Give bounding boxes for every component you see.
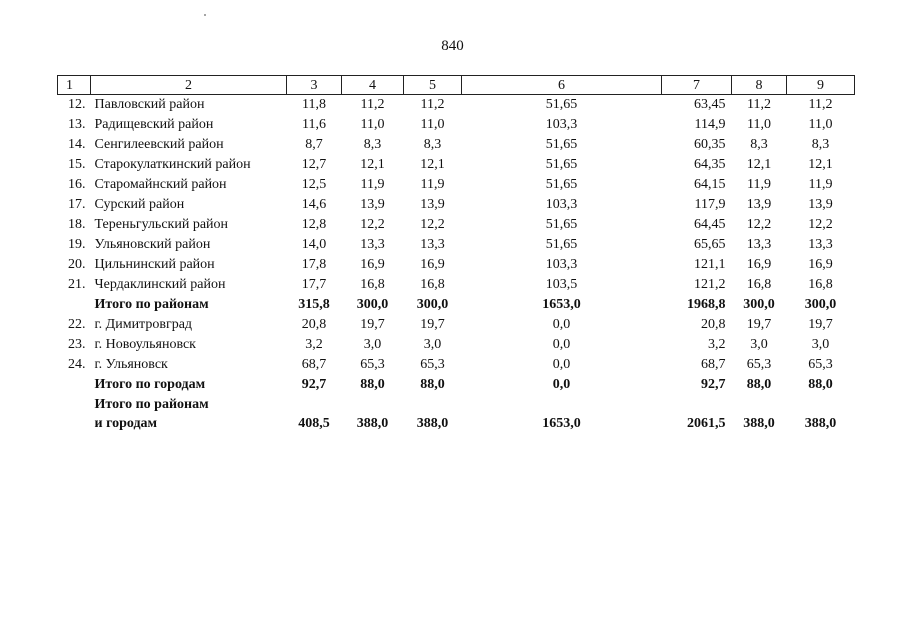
cell-v4: 13,9 <box>360 197 385 212</box>
cell-v4: 11,2 <box>360 97 385 112</box>
cell-v8: 11,9 <box>747 177 771 192</box>
cell-v8: 8,3 <box>750 137 768 152</box>
row-number: 18. <box>68 217 86 232</box>
row-name-line2: и городам <box>94 416 158 431</box>
cell-v3: 408,5 <box>298 416 330 431</box>
cell-v5: 88,0 <box>420 377 445 392</box>
table-row <box>58 115 855 135</box>
row-number: 17. <box>68 197 86 212</box>
cell-v3: 68,7 <box>301 357 327 372</box>
header-cell: 7 <box>662 76 732 95</box>
cell-v9: 11,2 <box>808 97 833 112</box>
row-number: 24. <box>68 357 86 372</box>
cell-v7: 1968,8 <box>687 297 726 312</box>
cell-v7: 121,1 <box>694 257 726 272</box>
cell-v9: 8,3 <box>811 137 830 152</box>
cell-v4: 388,0 <box>356 416 389 431</box>
cell-v9: 12,1 <box>808 157 833 172</box>
header-cell: 3 <box>287 76 342 95</box>
row-name <box>91 395 287 433</box>
cell-v9: 88,0 <box>808 377 833 392</box>
cell-v8: 16,8 <box>746 277 772 292</box>
cell-v7: 2061,5 <box>687 416 726 431</box>
cell-v3: 92,7 <box>301 377 327 392</box>
cell-v3: 12,7 <box>301 157 327 172</box>
cell-v6: 1653,0 <box>542 416 581 431</box>
cell-v8: 3,0 <box>750 337 768 352</box>
cell-v8: 13,9 <box>746 197 772 212</box>
row-name: Радищевский район <box>94 117 214 132</box>
row-name: Цильнинский район <box>94 257 215 272</box>
table-row <box>58 335 855 355</box>
cell-v6: 51,65 <box>545 97 578 112</box>
cell-v3: 11,6 <box>302 117 326 132</box>
cell-v4: 300,0 <box>356 297 389 312</box>
cell-v5: 300,0 <box>416 297 449 312</box>
cell-v6: 1653,0 <box>542 297 581 312</box>
cell-v5: 16,8 <box>420 277 445 292</box>
cell-v9: 3,0 <box>811 337 830 352</box>
header-cell: 1 <box>58 76 91 95</box>
cell-v7: 68,7 <box>701 357 726 372</box>
row-name: Старокулаткинский район <box>94 157 251 172</box>
row-number: 13. <box>68 117 86 132</box>
cell-v6: 51,65 <box>545 237 578 252</box>
cell-v7: 65,65 <box>694 237 726 252</box>
cell-v5: 8,3 <box>423 137 442 152</box>
cell-v6: 103,3 <box>545 117 578 132</box>
cell-v5: 11,0 <box>420 117 445 132</box>
row-name: Итого по районам <box>94 297 209 312</box>
row-name: Ульяновский район <box>94 237 211 252</box>
cell-v9: 11,0 <box>808 117 833 132</box>
cell-v9: 19,7 <box>808 317 833 332</box>
cell-v8: 13,3 <box>746 237 772 252</box>
header-cell: 6 <box>462 76 662 95</box>
cell-v5: 16,9 <box>420 257 445 272</box>
cell-v6: 103,3 <box>545 257 578 272</box>
cell-v9: 11,9 <box>808 177 833 192</box>
row-name: Павловский район <box>94 97 205 112</box>
cell-v4: 19,7 <box>360 317 385 332</box>
cell-v6: 51,65 <box>545 177 578 192</box>
row-number: 22. <box>68 317 86 332</box>
row-name: Тереньгульский район <box>94 217 229 232</box>
cell-v5: 11,2 <box>420 97 445 112</box>
cell-v3: 12,5 <box>301 177 327 192</box>
row-name: Итого по городам <box>94 377 206 392</box>
cell-v3: 8,7 <box>305 137 323 152</box>
cell-v5: 11,9 <box>420 177 445 192</box>
cell-v4: 16,8 <box>360 277 385 292</box>
cell-v6: 0,0 <box>552 337 571 352</box>
row-name: г. Ульяновск <box>94 357 168 372</box>
cell-v3: 3,2 <box>305 337 323 352</box>
cell-v6: 51,65 <box>545 137 578 152</box>
cell-v8: 12,1 <box>746 157 772 172</box>
row-name-line1: Итого по районам <box>94 397 209 412</box>
cell-v5: 65,3 <box>420 357 445 372</box>
cell-v9: 13,9 <box>808 197 833 212</box>
cell-v9: 388,0 <box>804 416 837 431</box>
cell-v6: 0,0 <box>552 357 571 372</box>
cell-v3: 17,7 <box>301 277 327 292</box>
cell-v3: 14,6 <box>301 197 327 212</box>
cell-v7: 92,7 <box>701 377 726 392</box>
row-name: г. Новоульяновск <box>94 337 196 352</box>
cell-v4: 3,0 <box>363 337 382 352</box>
cell-v9: 65,3 <box>808 357 833 372</box>
cell-v5: 13,9 <box>420 197 445 212</box>
cell-v7: 20,8 <box>701 317 726 332</box>
cell-v7: 117,9 <box>694 197 726 212</box>
cell-v8: 300,0 <box>743 297 775 312</box>
header-cell: 4 <box>342 76 404 95</box>
row-number: 16. <box>68 177 86 192</box>
cell-v7: 121,2 <box>694 277 726 292</box>
cell-v6: 51,65 <box>545 157 578 172</box>
cell-v3: 14,0 <box>301 237 327 252</box>
page-number: 840 <box>441 38 464 54</box>
table-row <box>58 215 855 235</box>
cell-v4: 12,1 <box>360 157 385 172</box>
cell-v3: 12,8 <box>301 217 327 232</box>
cell-v7: 63,45 <box>694 97 726 112</box>
cell-v5: 388,0 <box>416 416 449 431</box>
cell-v8: 88,0 <box>746 377 772 392</box>
total-districts-row <box>58 295 855 315</box>
row-name: Сенгилеевский район <box>94 137 224 152</box>
table-row <box>58 95 855 116</box>
cell-v3: 20,8 <box>301 317 327 332</box>
cell-v5: 3,0 <box>423 337 442 352</box>
cell-v4: 13,3 <box>360 237 385 252</box>
row-name: Чердаклинский район <box>94 277 226 292</box>
cell-v5: 12,1 <box>420 157 445 172</box>
cell-v6: 103,5 <box>545 277 578 292</box>
cell-v6: 103,3 <box>545 197 578 212</box>
district-rows <box>58 95 855 296</box>
cell-v7: 64,15 <box>694 177 726 192</box>
total-cities-row <box>58 375 855 395</box>
header-cell: 5 <box>404 76 462 95</box>
cell-v9: 300,0 <box>804 297 837 312</box>
cell-v5: 19,7 <box>420 317 445 332</box>
cell-v8: 19,7 <box>746 317 772 332</box>
cell-v8: 65,3 <box>746 357 772 372</box>
row-number: 23. <box>68 337 86 352</box>
cell-v3: 11,8 <box>302 97 326 112</box>
header-cell: 9 <box>787 76 855 95</box>
cell-v4: 11,9 <box>360 177 385 192</box>
cell-v8: 11,2 <box>747 97 771 112</box>
cell-v7: 64,45 <box>694 217 726 232</box>
cell-v7: 3,2 <box>708 337 726 352</box>
cell-v5: 13,3 <box>420 237 445 252</box>
cell-v3: 17,8 <box>301 257 327 272</box>
table-row <box>58 175 855 195</box>
cell-v8: 12,2 <box>746 217 772 232</box>
row-number: 14. <box>68 137 86 152</box>
table-row <box>58 155 855 175</box>
cell-v7: 60,35 <box>694 137 726 152</box>
cell-v7: 114,9 <box>694 117 726 132</box>
cell-v9: 12,2 <box>808 217 833 232</box>
row-number: 21. <box>68 277 86 292</box>
row-name: Старомайнский район <box>94 177 227 192</box>
table-row <box>58 135 855 155</box>
row-number: 12. <box>68 97 86 112</box>
cell-v6: 51,65 <box>545 217 578 232</box>
table-row <box>58 275 855 295</box>
header-cell: 8 <box>732 76 787 95</box>
cell-v7: 64,35 <box>694 157 726 172</box>
table-row <box>58 315 855 335</box>
cell-v6: 0,0 <box>552 317 571 332</box>
row-number: 19. <box>68 237 86 252</box>
cell-v8: 16,9 <box>746 257 772 272</box>
table-row <box>58 355 855 375</box>
data-table <box>57 75 855 433</box>
total-all-row <box>58 395 855 433</box>
row-name: г. Димитровград <box>94 317 193 332</box>
cell-v9: 16,8 <box>808 277 833 292</box>
cell-v4: 11,0 <box>360 117 385 132</box>
cell-v3: 315,8 <box>298 297 330 312</box>
city-rows <box>58 315 855 375</box>
table-row <box>58 255 855 275</box>
cell-v5: 12,2 <box>420 217 445 232</box>
row-number: 15. <box>68 157 86 172</box>
cell-v4: 8,3 <box>363 137 382 152</box>
cell-v8: 11,0 <box>747 117 771 132</box>
cell-v4: 12,2 <box>360 217 385 232</box>
cell-v9: 16,9 <box>808 257 833 272</box>
cell-v6: 0,0 <box>552 377 571 392</box>
cell-v4: 65,3 <box>360 357 385 372</box>
table-row <box>58 195 855 215</box>
cell-v4: 88,0 <box>360 377 385 392</box>
scan-speck <box>204 14 206 16</box>
header-row <box>58 76 855 95</box>
cell-v4: 16,9 <box>360 257 385 272</box>
cell-v8: 388,0 <box>743 416 775 431</box>
row-number: 20. <box>68 257 86 272</box>
header-cell: 2 <box>91 76 287 95</box>
table-row <box>58 235 855 255</box>
row-name: Сурский район <box>94 197 185 212</box>
cell-v9: 13,3 <box>808 237 833 252</box>
